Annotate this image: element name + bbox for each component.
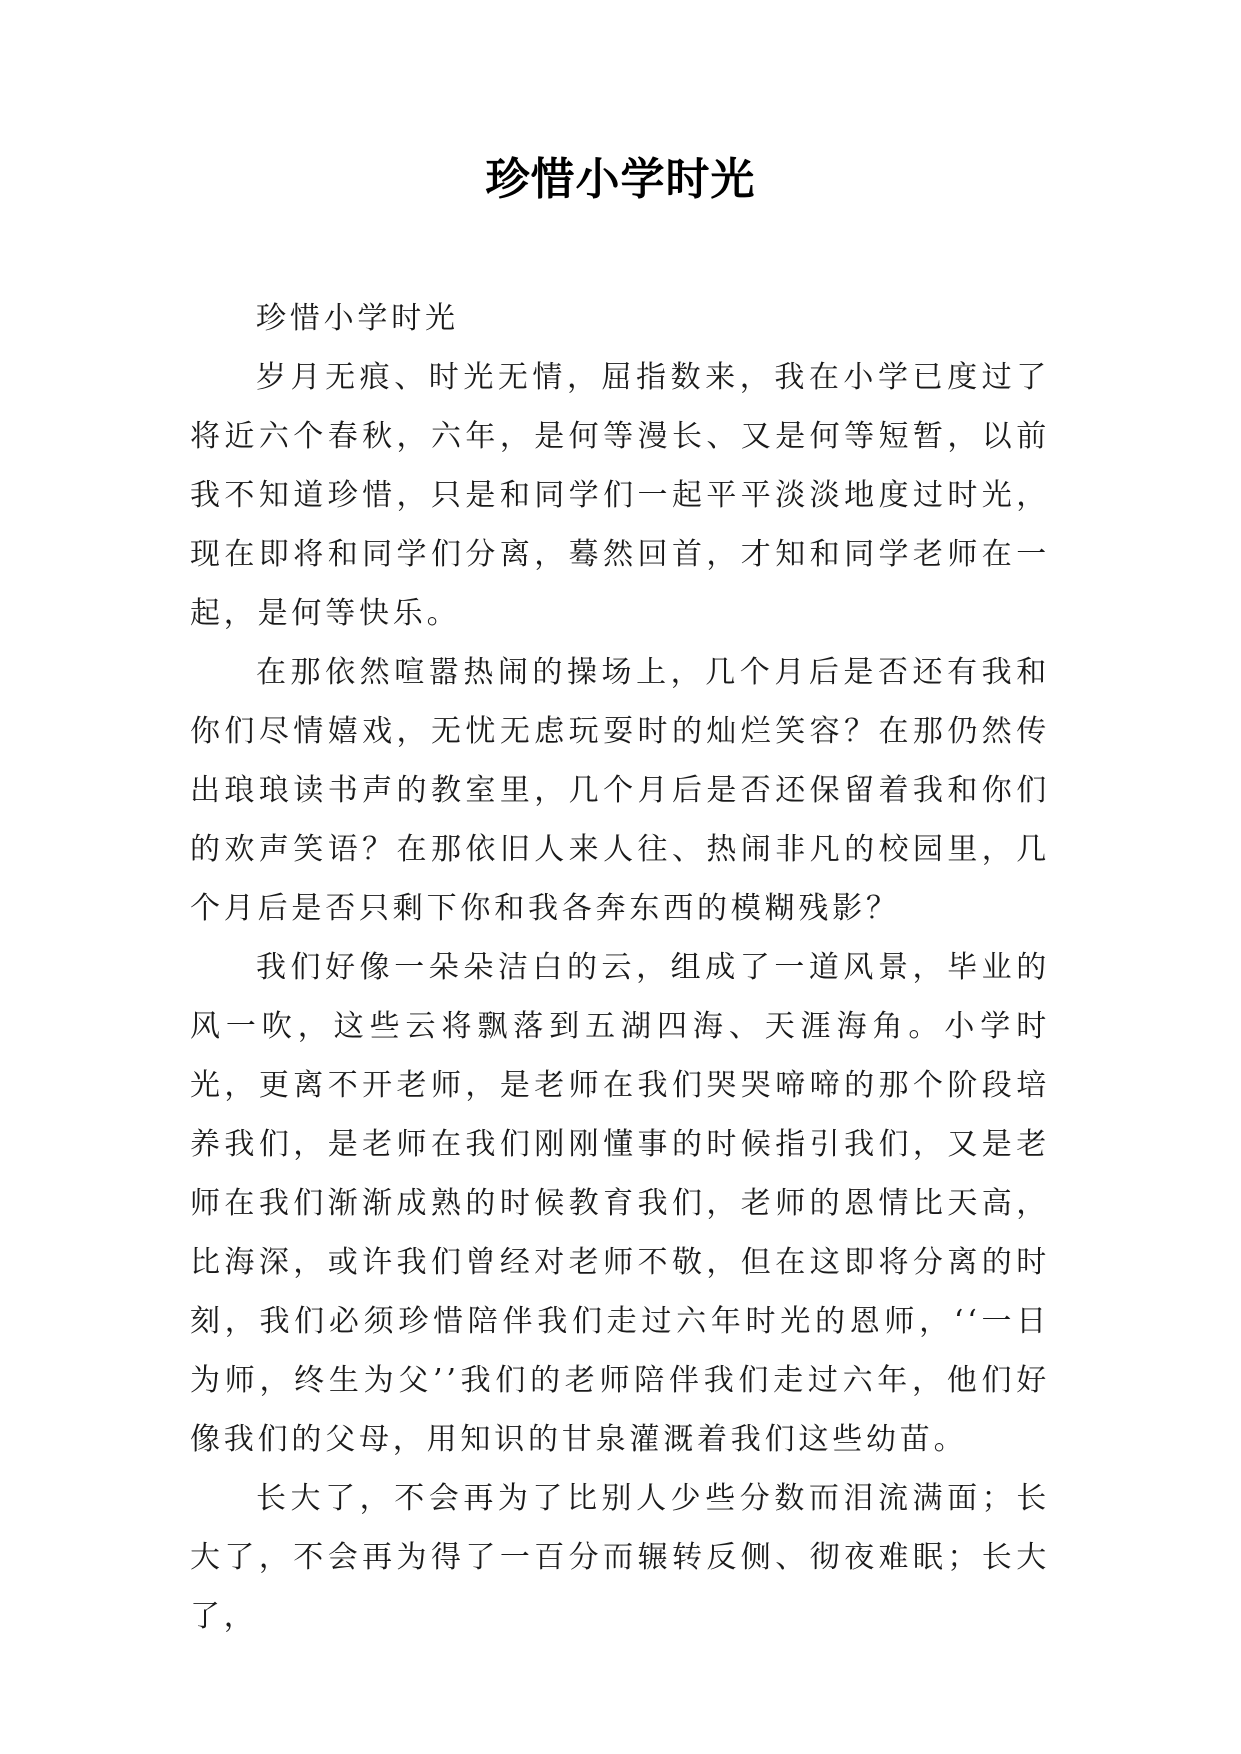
- document-body: [190, 289, 1050, 1646]
- paragraph: 在那依然喧嚣热闹的操场上，几个月后是否还有我和你们尽情嬉戏，无忧无虑玩耍时的灿烂笑容？在那仍然传出琅琅读书声的教室里，几个月后是否还保留着我和你们的欢声笑语？在那依旧人来人往、热闹非凡的校园里，几个月后是否只剩下你和我各奔东西的模糊残影？: [190, 655, 1050, 926]
- paragraph: 长大了，不会再为了比别人少些分数而泪流满面；长大了，不会再为得了一百分而辗转反侧、彻夜难眠；长大了，: [190, 1481, 1050, 1634]
- paragraph: 岁月无痕、时光无情，屈指数来，我在小学已度过了将近六个春秋，六年，是何等漫长、又是何等短暂，以前我不知道珍惜，只是和同学们一起平平淡淡地度过时光，现在即将和同学们分离，蓦然回首，才知和同学老师在一起，是何等快乐。: [190, 360, 1050, 631]
- document-title: 珍惜小学时光: [485, 154, 756, 205]
- paragraph: 我们好像一朵朵洁白的云，组成了一道风景，毕业的风一吹，这些云将飘落到五湖四海、天涯海角。小学时光，更离不开老师，是老师在我们哭哭啼啼的那个阶段培养我们，是老师在我们刚刚懂事的时候指引我们，又是老师在我们渐渐成熟的时候教育我们，老师的恩情比天高，比海深，或许我们曾经对老师不敬，但在这即将分离的时刻，我们必须珍惜陪伴我们走过六年时光的恩师，‘‘一日为师，终生为父’’我们的老师陪伴我们走过六年，他们好像我们的父母，用知识的甘泉灌溉着我们这些幼苗。: [190, 950, 1050, 1457]
- paragraph-heading: 珍惜小学时光: [256, 301, 459, 336]
